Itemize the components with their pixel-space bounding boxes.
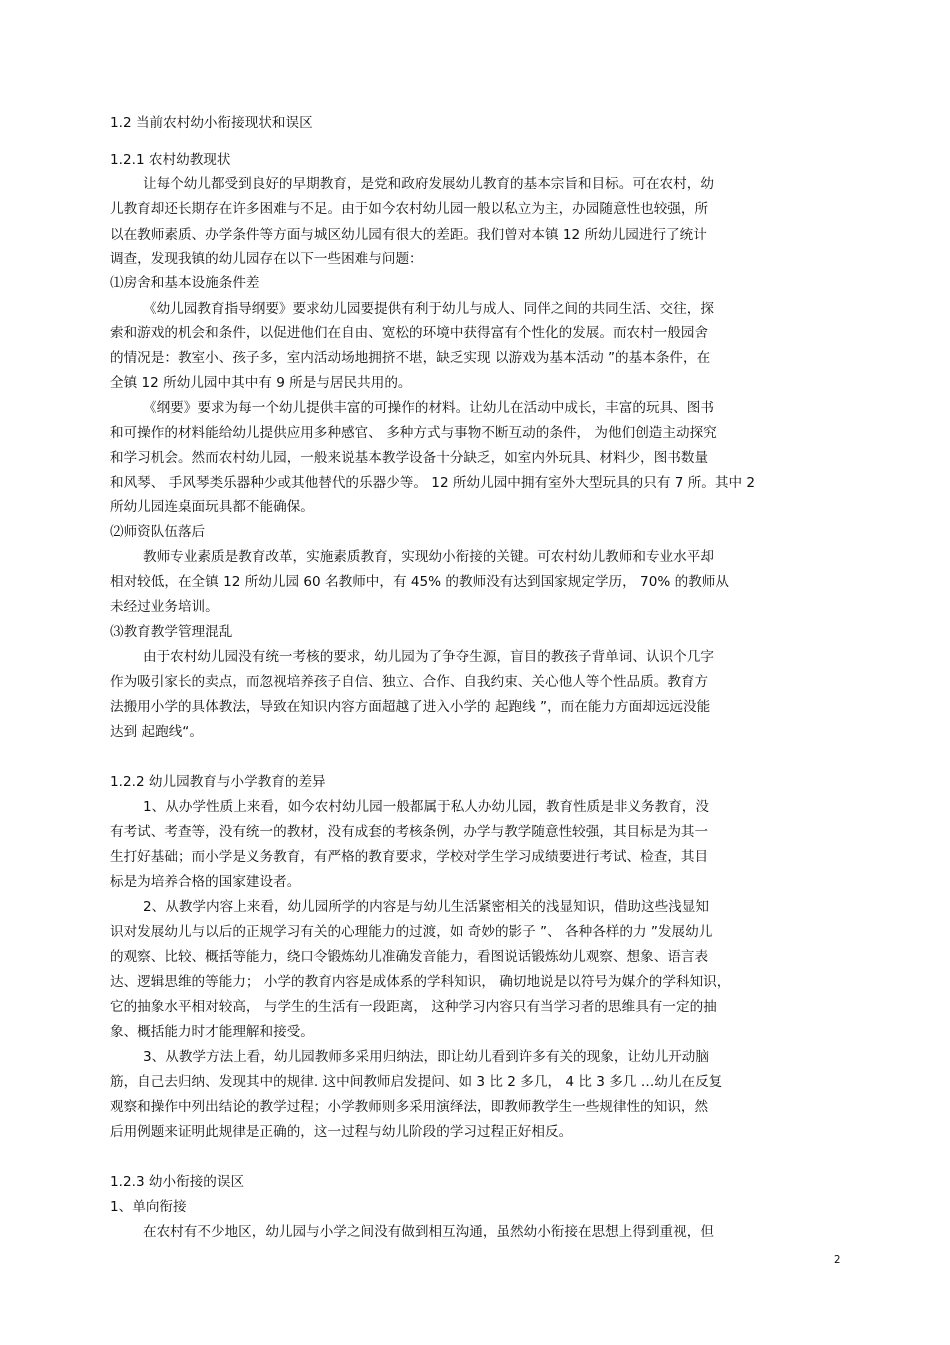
paragraph-line: 2、从教学内容上来看，幼儿园所学的内容是与幼儿生活紧密相关的浅显知识，借助这些浅显知 (143, 899, 709, 915)
paragraph-line: 观察和操作中列出结论的教学过程；小学教师则多采用演绎法，即教师教学生一些规律性的知识，然 (110, 1099, 709, 1115)
paragraph-line: 由于农村幼儿园没有统一考核的要求，幼儿园为了争夺生源，盲目的教孩子背单词、认识个几字 (143, 649, 714, 665)
section-heading: 1.2 当前农村幼小衔接现状和误区 (110, 115, 313, 131)
paragraph-line: 的观察、比较、概括等能力，绕口令锻炼幼儿准确发音能力，看图说话锻炼幼儿观察、想象、语言表 (110, 949, 709, 965)
paragraph-line: 筋，自己去归纳、发现其中的规律. 这中间教师启发提问、如 3 比 2 多几， 4 比 3 多几 …幼儿在反复 (110, 1074, 723, 1090)
paragraph-line: 在农村有不少地区，幼儿园与小学之间没有做到相互沟通，虽然幼小衔接在思想上得到重视，但 (143, 1224, 714, 1240)
paragraph-line: 达到 起跑线“。 (110, 724, 203, 740)
paragraph-line: 和可操作的材料能给幼儿提供应用多种感官、 多种方式与事物不断互动的条件， 为他们创造主动探究 (110, 425, 717, 441)
list-heading: ⑵师资队伍落后 (110, 524, 206, 540)
paragraph-line: 儿教育却还长期存在许多困难与不足。由于如今农村幼儿园一般以私立为主，办园随意性也较强，所 (110, 201, 709, 217)
paragraph-line: 1、从办学性质上来看，如今农村幼儿园一般都属于私人办幼儿园，教育性质是非义务教育，没 (143, 799, 709, 815)
list-heading: ⑶教育教学管理混乱 (110, 624, 233, 640)
paragraph-line: 象、概括能力时才能理解和接受。 (110, 1024, 314, 1040)
paragraph-line: 作为吸引家长的卖点，而忽视培养孩子自信、独立、合作、自我约束、关心他人等个性品质。教育方 (110, 674, 709, 690)
paragraph-line: 生打好基础；而小学是义务教育，有严格的教育要求，学校对学生学习成绩要进行考试、检查，其目 (110, 849, 709, 865)
paragraph-line: 以在教师素质、办学条件等方面与城区幼儿园有很大的差距。我们曾对本镇 12 所幼儿园进行了统计 (110, 227, 707, 243)
paragraph-line: 后用例题来证明此规律是正确的，这一过程与幼儿阶段的学习过程正好相反。 (110, 1124, 573, 1140)
paragraph-line: 《纲要》要求为每一个幼儿提供丰富的可操作的材料。让幼儿在活动中成长，丰富的玩具、图书 (143, 400, 714, 416)
paragraph-line: 达、逻辑思维的等能力； 小学的教育内容是成体系的学科知识， 确切地说是以符号为媒介的学科知识， (110, 974, 731, 990)
paragraph-line: 它的抽象水平相对较高， 与学生的生活有一段距离， 这种学习内容只有当学习者的思维具有一定的抽 (110, 999, 717, 1015)
paragraph-line: 的情况是：教室小、孩子多，室内活动场地拥挤不堪，缺乏实现 以游戏为基本活动 ”的基本条件，在 (110, 350, 711, 366)
paragraph-line: 识对发展幼儿与以后的正规学习有关的心理能力的过渡，如 奇妙的影子 ”、 各种各样的力 ”发展幼儿 (110, 924, 713, 940)
paragraph-line: 和风琴、 手风琴类乐器种少或其他替代的乐器少等。 12 所幼儿园中拥有室外大型玩具的只有 7 所。其中 2 (110, 475, 756, 491)
page-number: 2 (834, 1255, 841, 1266)
paragraph-line: 索和游戏的机会和条件，以促进他们在自由、宽松的环境中获得富有个性化的发展。而农村一般园舍 (110, 325, 709, 341)
paragraph-line: 法搬用小学的具体教法，导致在知识内容方面超越了进入小学的 起跑线 ”，而在能力方面却远远没能 (110, 699, 711, 715)
subsection-heading: 1.2.3 幼小衔接的误区 (110, 1174, 245, 1190)
paragraph-line: 所幼儿园连桌面玩具都不能确保。 (110, 499, 314, 515)
paragraph-line: 有考试、考查等，没有统一的教材，没有成套的考核条例，办学与教学随意性较强，其目标是为其一 (110, 824, 709, 840)
paragraph-line: 和学习机会。然而农村幼儿园，一般来说基本教学设备十分缺乏，如室内外玩具、材料少，图书数量 (110, 450, 709, 466)
list-heading: 1、单向衔接 (110, 1199, 187, 1215)
subsection-heading: 1.2.1 农村幼教现状 (110, 152, 231, 168)
paragraph-line: 《幼儿园教育指导纲要》要求幼儿园要提供有利于幼儿与成人、同伴之间的共同生活、交往，探 (143, 301, 714, 317)
subsection-heading: 1.2.2 幼儿园教育与小学教育的差异 (110, 774, 326, 790)
paragraph-line: 相对较低，在全镇 12 所幼儿园 60 名教师中，有 45% 的教师没有达到国家规定学历， 70% 的教师从 (110, 574, 729, 590)
paragraph-line: 未经过业务培训。 (110, 599, 219, 615)
paragraph-line: 教师专业素质是教育改革，实施素质教育，实现幼小衔接的关键。可农村幼儿教师和专业水平却 (143, 549, 714, 565)
paragraph-line: 让每个幼儿都受到良好的早期教育，是党和政府发展幼儿教育的基本宗旨和目标。可在农村，幼 (143, 176, 714, 192)
paragraph-line: 调查，发现我镇的幼儿园存在以下一些困难与问题： (110, 251, 423, 267)
list-heading: ⑴房舍和基本设施条件差 (110, 275, 260, 291)
paragraph-line: 全镇 12 所幼儿园中其中有 9 所是与居民共用的。 (110, 375, 412, 391)
paragraph-line: 标是为培养合格的国家建设者。 (110, 874, 301, 890)
paragraph-line: 3、从教学方法上看，幼儿园教师多采用归纳法，即让幼儿看到许多有关的现象，让幼儿开动脑 (143, 1049, 709, 1065)
